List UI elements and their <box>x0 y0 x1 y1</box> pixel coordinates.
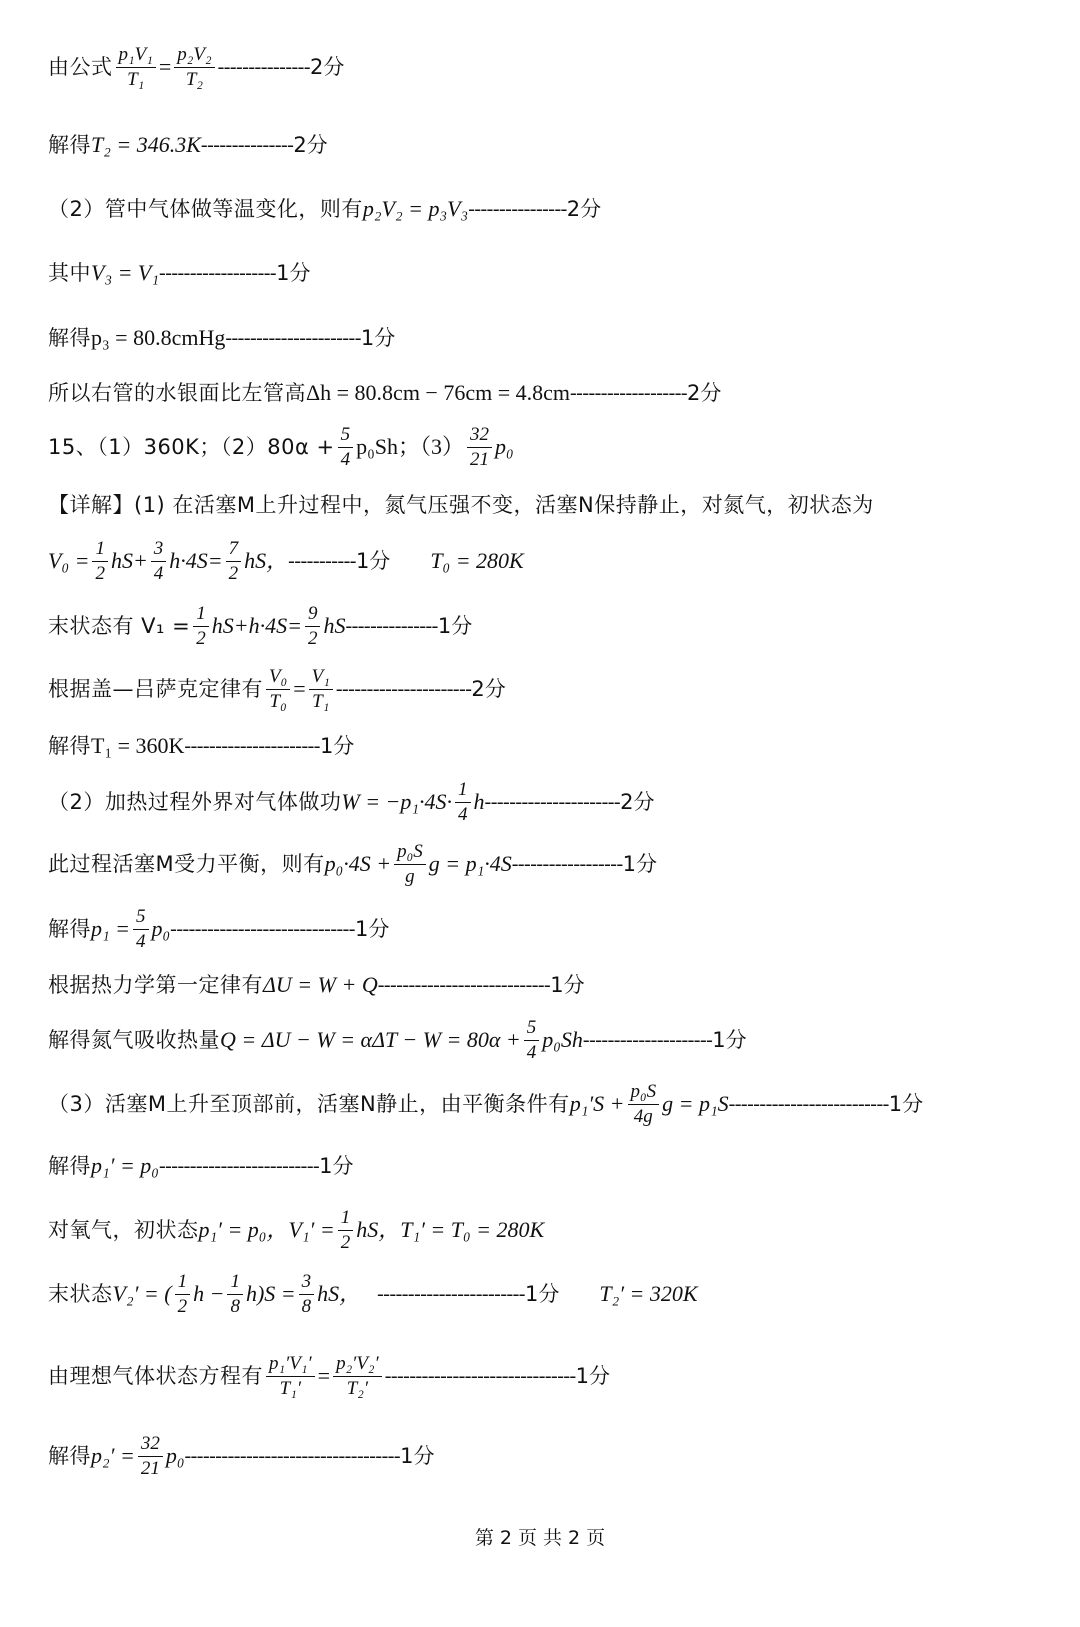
math-expression: hS+h·4S= <box>211 613 302 639</box>
text-prefix: 解得 <box>48 1153 91 1178</box>
line-p1prime-result <box>48 1155 354 1177</box>
text-prefix: 由公式 <box>48 54 113 79</box>
fraction: $\frac{1}{2}$ <box>175 1271 191 1318</box>
text-prefix: 15、（1）360K；（2）80α + <box>48 434 335 459</box>
text-prefix: 解得 <box>48 325 91 350</box>
fraction: $\frac{\text{p₁V₁}}{\text{T₁}}$ <box>116 44 156 91</box>
math-expression: T₀ = 280K <box>430 548 524 574</box>
fraction: $\frac{\text{V₁}}{\text{T₁}}$ <box>309 666 333 713</box>
math-expression: p₀·4S + <box>324 851 392 877</box>
text-prefix: 对氧气，初状态 <box>48 1217 199 1242</box>
fraction: $\frac{1}{8}$ <box>227 1271 243 1318</box>
text-prefix: 所以右管的水银面比左管高 <box>48 380 306 405</box>
score: 1分 <box>550 972 585 997</box>
fraction: $\frac{32}{21}$ <box>138 1433 163 1480</box>
math-expression: V₀ = <box>48 548 90 574</box>
fraction: $\frac{\text{p₀S}}{g}$ <box>394 841 426 888</box>
line-t1-result <box>48 735 354 757</box>
text-prefix: 解得 <box>48 1443 91 1468</box>
dash-leader: ----------------------------------- <box>184 1445 401 1468</box>
score: 2分 <box>293 132 328 157</box>
dash-leader: ---------------------- <box>184 735 320 757</box>
line-first-law <box>48 974 585 996</box>
fraction: $\frac{\text{p₂′V₂′}}{\text{T₂′}}$ <box>333 1353 382 1400</box>
text-prefix: 解得 <box>48 132 91 157</box>
dash-leader: ----------- <box>288 550 356 573</box>
line-final-volume <box>48 603 472 650</box>
math-expression: p₀ <box>495 434 514 460</box>
fraction: $\frac{5}{4}$ <box>524 1017 540 1064</box>
math-expression: p₀ <box>165 1443 185 1469</box>
math-expression: h)S = <box>245 1281 296 1307</box>
math-expression: p₁′ = p₀ <box>91 1153 159 1178</box>
dash-leader: -------------------------- <box>728 1093 889 1116</box>
fraction: $\frac{1}{2}$ <box>193 603 209 650</box>
math-expression: h·4S= <box>169 548 223 574</box>
line-height-diff <box>48 382 721 404</box>
score: 1分 <box>276 260 311 285</box>
math-expression: p₃ = 80.8cmHg <box>91 325 226 350</box>
math-expression: T₂ = 346.3K <box>91 132 201 157</box>
line-pressure <box>48 327 395 349</box>
math-expression: p₂V₂ = p₃V₃ <box>362 196 469 221</box>
line-ideal-gas <box>48 1353 610 1400</box>
math-expression: ΔU = W + Q <box>263 972 378 997</box>
text-prefix: 末状态有 V₁ = <box>48 613 191 638</box>
score: 2分 <box>309 54 345 79</box>
score: 1分 <box>712 1027 747 1052</box>
math-expression: p₀Sh；（3） <box>356 434 465 460</box>
math-expression: h <box>473 789 485 815</box>
fraction: $\frac{1}{4}$ <box>455 779 471 826</box>
line-oxygen-final <box>48 1271 698 1318</box>
score: 2分 <box>620 789 655 814</box>
text-prefix: 末状态 <box>48 1281 113 1306</box>
score: 1分 <box>524 1281 560 1306</box>
math-expression: = <box>293 676 306 702</box>
fraction: $\frac{\text{p₂V₂}}{\text{T₂}}$ <box>174 44 214 91</box>
dash-leader: ------------------ <box>511 853 623 876</box>
page-footer: 第 2 页 共 2 页 <box>474 1527 606 1549</box>
math-expression: hS，T₁′ = T₀ = 280K <box>356 1217 545 1243</box>
dash-leader: --------------- <box>200 134 294 156</box>
line-work <box>48 779 654 826</box>
line-part3-balance <box>48 1081 923 1128</box>
text-prefix: （3）活塞M上升至顶部前，活塞N静止，由平衡条件有 <box>48 1091 570 1116</box>
fraction: $\frac{7}{2}$ <box>226 538 242 585</box>
math-expression: Q = ΔU − W = αΔT − W = 80α + <box>220 1027 521 1053</box>
dash-leader: --------------------- <box>582 1029 713 1052</box>
score: 1分 <box>400 1443 435 1468</box>
line-oxygen-initial <box>48 1207 544 1254</box>
fraction: $\frac{1}{2}$ <box>338 1207 354 1254</box>
text-prefix: 【详解】(1) 在活塞M上升过程中，氮气压强不变，活塞N保持静止，对氮气，初状态为 <box>48 493 874 517</box>
math-expression: p₀ <box>151 916 171 942</box>
fraction: $\frac{\text{V₀}}{\text{T₀}}$ <box>266 666 290 713</box>
dash-leader: ---------------------- <box>484 791 621 814</box>
fraction: $\frac{1}{2}$ <box>92 538 108 585</box>
math-expression: g = p₁S <box>662 1091 729 1117</box>
text-prefix: 由理想气体状态方程有 <box>48 1363 263 1388</box>
math-expression: V₂′ = ( <box>112 1281 172 1307</box>
math-expression: V₃ = V₁ <box>91 260 160 285</box>
dash-leader: ---------------------- <box>225 327 361 349</box>
fraction: $\frac{9}{2}$ <box>305 603 321 650</box>
score: 1分 <box>622 851 657 876</box>
fraction: $\frac{32}{21}$ <box>467 424 492 471</box>
fraction: $\frac{5}{4}$ <box>338 424 354 471</box>
math-expression: = <box>317 1363 331 1389</box>
text-prefix: （2）管中气体做等温变化，则有 <box>48 196 363 221</box>
dash-leader: ---------------- <box>468 198 567 220</box>
line-p1-result <box>48 906 389 953</box>
line-p2prime-result <box>48 1433 434 1480</box>
text-prefix: 此过程活塞M受力平衡，则有 <box>48 851 325 876</box>
text-prefix: （2）加热过程外界对气体做功 <box>48 789 342 814</box>
math-expression: p₁ = <box>91 916 130 942</box>
fraction: $\frac{\text{p₁′V₁′}}{\text{T₁′}}$ <box>266 1353 315 1400</box>
score: 1分 <box>360 325 396 350</box>
score: 1分 <box>575 1363 611 1388</box>
math-expression: T₂′ = 320K <box>599 1281 698 1307</box>
line-volume <box>48 262 310 284</box>
line-answer-15 <box>48 424 514 471</box>
line-result <box>48 134 328 156</box>
fraction: $\frac{5}{4}$ <box>133 906 149 953</box>
dash-leader: --------------- <box>345 615 438 638</box>
text-prefix: 根据热力学第一定律有 <box>48 972 263 997</box>
math-expression: h − <box>193 1281 225 1307</box>
math-expression: T₁ = 360K <box>91 733 185 758</box>
math-expression: W = −p₁·4S· <box>341 789 453 815</box>
math-expression: p₂′ = <box>91 1443 135 1469</box>
dash-leader: ------------------------ <box>377 1283 525 1306</box>
text-prefix: 解得氮气吸收热量 <box>48 1027 220 1052</box>
dash-leader: ------------------- <box>570 382 688 404</box>
score: 1分 <box>437 613 473 638</box>
line-initial-volume <box>48 538 524 585</box>
score: 2分 <box>687 380 722 405</box>
line-force-balance-m <box>48 841 657 888</box>
dash-leader: ------------------------------- <box>384 1365 576 1388</box>
score: 1分 <box>319 733 355 758</box>
math-expression: hS+ <box>110 548 148 574</box>
dash-leader: --------------- <box>217 56 310 79</box>
math-expression: hS <box>323 613 346 639</box>
text-prefix: 解得 <box>48 916 91 941</box>
fraction: $\frac{\text{p₀S}}{4g}$ <box>628 1081 660 1128</box>
score: 2分 <box>471 676 506 701</box>
math-expression: hS， <box>317 1281 362 1307</box>
score: 1分 <box>319 1153 354 1178</box>
dash-leader: ---------------------- <box>335 678 472 701</box>
dash-leader: ---------------------------- <box>377 974 551 996</box>
score: 1分 <box>888 1091 924 1116</box>
math-expression: hS， <box>244 548 289 574</box>
dash-leader: ------------------------------ <box>170 918 355 941</box>
math-expression: p₁′ = p₀，V₁′ = <box>198 1217 335 1243</box>
math-expression: p₁′S + <box>569 1091 625 1117</box>
dash-leader: -------------------------- <box>158 1155 320 1177</box>
math-expression: Δh = 80.8cm − 76cm = 4.8cm <box>306 380 570 405</box>
math-expression: g = p₁·4S <box>428 851 512 877</box>
text-prefix: 其中 <box>48 260 91 285</box>
score: 2分 <box>566 196 602 221</box>
line-heat-absorbed <box>48 1017 747 1064</box>
dash-leader: ------------------- <box>159 262 277 284</box>
score: 1分 <box>354 916 390 941</box>
math-expression: p₀Sh <box>542 1027 583 1053</box>
score: 1分 <box>355 548 391 573</box>
line-gay-lussac <box>48 666 506 713</box>
line-detail-intro <box>48 495 874 516</box>
text-prefix: 根据盖—吕萨克定律有 <box>48 676 263 701</box>
line-formula: 由公式 $\frac{\text{p₁V₁}}{\text{T₁}}$ = $\frac{\text{p₂V₂}}{\text{T₂}}$ --------------- 2分 <box>48 44 345 90</box>
line-isothermal <box>48 198 601 220</box>
fraction: $\frac{3}{4}$ <box>151 538 167 585</box>
fraction: $\frac{3}{8}$ <box>299 1271 315 1318</box>
text-prefix: 解得 <box>48 733 91 758</box>
